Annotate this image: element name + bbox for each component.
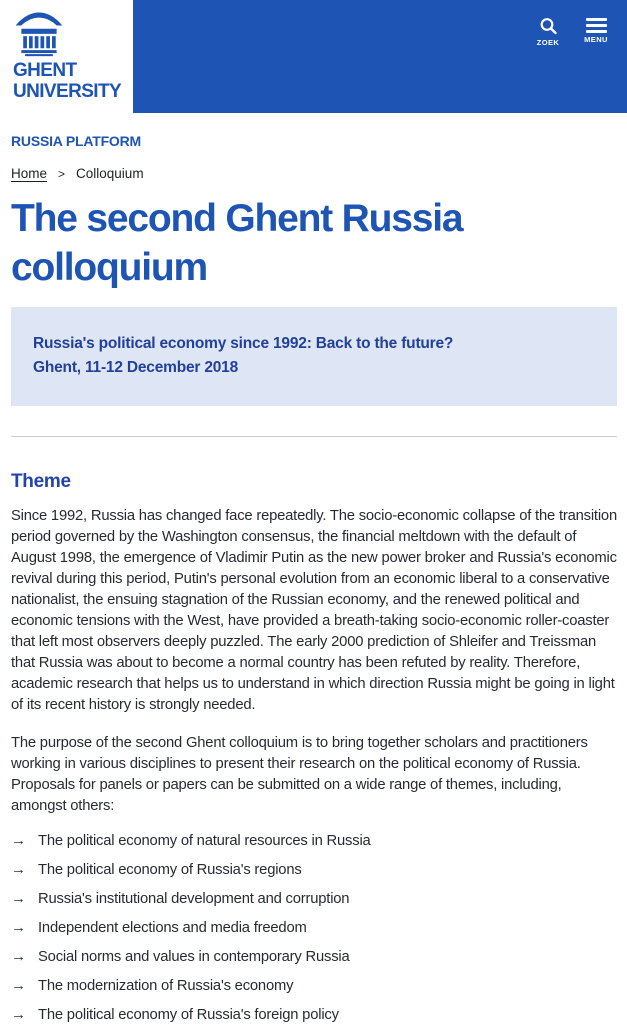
theme-heading: Theme <box>11 471 71 492</box>
arrow-right-icon: → <box>11 947 26 965</box>
search-label: ZOEK <box>536 38 560 47</box>
arrow-right-icon: → <box>11 1005 26 1023</box>
search-icon <box>539 17 558 36</box>
theme-list <box>11 826 617 1029</box>
list-item <box>11 826 617 855</box>
list-item <box>11 913 617 942</box>
temple-icon <box>13 7 65 57</box>
arrow-right-icon: → <box>11 918 26 936</box>
list-item <box>11 855 617 884</box>
menu-button[interactable] <box>581 17 611 47</box>
event-date-location: Ghent, 11-12 December 2018 <box>33 359 239 376</box>
list-item-label: The political economy of Russia's regions <box>38 861 302 878</box>
breadcrumb <box>11 166 617 181</box>
arrow-right-icon: → <box>11 860 26 878</box>
arrow-right-icon: → <box>11 889 26 907</box>
arrow-right-icon: → <box>11 976 26 994</box>
theme-paragraph-2: The purpose of the second Ghent colloquium is to bring together scholars and practitioners working in various disciplines to present their research on the political economy of Russia. Proposals for panels or papers can be submitted on a wide range of themes, including, amongst others: <box>11 735 588 814</box>
platform-title[interactable]: RUSSIA PLATFORM <box>11 133 141 149</box>
breadcrumb-home-link[interactable]: Home <box>11 166 48 181</box>
section-divider <box>11 436 617 437</box>
list-item <box>11 971 617 1000</box>
list-item <box>11 1000 617 1029</box>
menu-label: MENU <box>584 35 608 44</box>
list-item-label: Russia's institutional development and corruption <box>38 890 350 907</box>
list-item-label: The political economy of Russia's foreign policy <box>38 1006 339 1023</box>
breadcrumb-separator: > <box>58 166 66 181</box>
event-info-box <box>11 307 617 406</box>
page-title: The second Ghent Russia colloquium <box>11 197 463 289</box>
logo-wordmark <box>13 60 121 102</box>
header-actions <box>533 17 611 47</box>
search-button[interactable] <box>533 17 563 47</box>
logo-line-1: GHENT <box>13 60 77 81</box>
list-item-label: Independent elections and media freedom <box>38 919 307 936</box>
list-item-label: The political economy of natural resources in Russia <box>38 832 371 849</box>
list-item <box>11 942 617 971</box>
list-item <box>11 884 617 913</box>
theme-paragraph-1: Since 1992, Russia has changed face repeatedly. The socio-economic collapse of the transition period governed by the Washington consensus, the financial meltdown with the default of August 1998, the emergence of Vladimir Putin as the new power broker and Russia's economic revival during this period, Putin's personal evolution from an economic liberal to a conservative nationalist, the ensuing stagnation of the Russian economy, and the renewed political and economic tensions with the West, have provided a breath-taking socio-economic roller-coaster that left most observers deeply puzzled. The early 2000 prediction of Shleifer and Treissman that Russia was about to become a normal country has been refuted by reality. Therefore, academic research that helps us to understand in which direction Russia might be going in light of its recent history is strongly needed. <box>11 508 617 713</box>
arrow-right-icon: → <box>11 831 26 849</box>
list-item-label: The modernization of Russia's economy <box>38 977 294 994</box>
logo-line-2: UNIVERSITY <box>13 81 122 102</box>
breadcrumb-current: Colloquium <box>76 166 144 181</box>
ghent-university-logo[interactable] <box>0 0 133 113</box>
hamburger-icon <box>586 17 607 33</box>
site-header <box>0 0 627 113</box>
list-item-label: Social norms and values in contemporary Russia <box>38 948 350 965</box>
main-content <box>0 133 627 1029</box>
event-subtitle: Russia's political economy since 1992: Back to the future? <box>33 335 454 352</box>
